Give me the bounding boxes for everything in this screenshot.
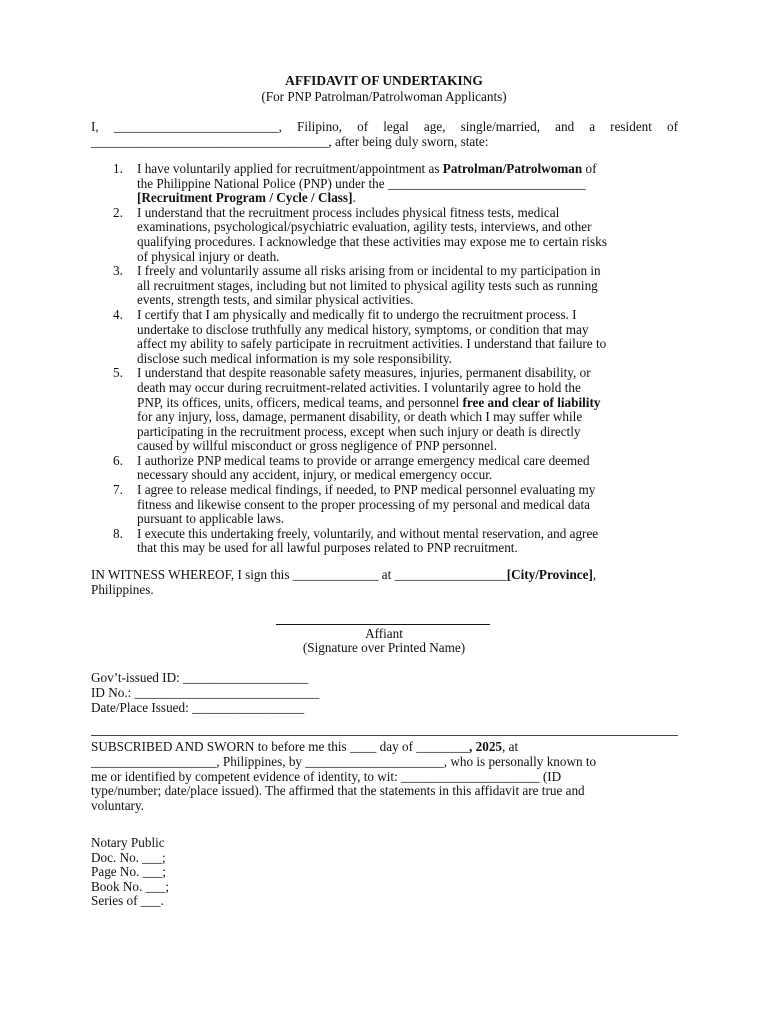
list-item-text-plain: events, strength tests, and similar physical activities.	[137, 292, 414, 308]
list-item-line	[137, 366, 681, 381]
list-item-line	[137, 162, 681, 177]
jurat-at: , at	[502, 739, 519, 754]
list-item-line	[137, 264, 681, 279]
list-item-line	[137, 323, 681, 338]
list-item-text-plain: qualifying procedures. I acknowledge that these activities may expose me to certain risks	[137, 233, 607, 249]
list-item-text-plain: I authorize PNP medical teams to provide or arrange emergency medical care deemed	[137, 452, 590, 468]
notary-doc-no: Doc. No. ___;	[91, 849, 166, 865]
list-item	[91, 308, 681, 366]
list-item-line	[137, 235, 681, 250]
list-item-number: 1.	[113, 161, 123, 176]
affiant-sub-label: (Signature over Printed Name)	[302, 640, 466, 655]
jurat-line-3: me or identified by competent evidence of identity, to wit: _____________________ (ID	[91, 768, 562, 784]
jurat-text: SUBSCRIBED AND SWORN to before me this ____ day of ________	[91, 739, 470, 754]
notary-public-label: Notary Public	[91, 835, 165, 850]
list-item	[91, 527, 681, 556]
list-item	[91, 162, 681, 206]
witness-comma: ,	[592, 567, 597, 582]
list-item-text-tail: .	[352, 190, 356, 206]
jurat-paragraph	[91, 740, 678, 814]
notary-series: Series of ___.	[91, 893, 164, 909]
list-item-number: 6.	[113, 452, 123, 468]
list-item-text-plain: I understand that the recruitment process includes physical fitness tests, medical	[137, 204, 560, 220]
list-item-line	[137, 206, 681, 221]
list-item-text-plain: I agree to release medical findings, if needed, to PNP medical personnel evaluating my	[137, 482, 596, 498]
witness-line-2: Philippines.	[91, 581, 154, 597]
list-item-line	[137, 541, 681, 556]
list-item-text-plain: caused by willful misconduct or gross negligence of PNP personnel.	[137, 438, 497, 454]
list-item-text-plain: examinations, psychological/psychiatric evaluation, agility tests, interviews, and other	[137, 219, 592, 235]
list-item-number: 8.	[113, 525, 123, 541]
list-item-line	[137, 425, 681, 440]
notary-page-no: Page No. ___;	[91, 864, 167, 880]
list-item-line	[137, 483, 681, 498]
notary-block	[91, 836, 391, 909]
list-item-text-bold: free and clear of liability	[462, 394, 601, 410]
id-line-gov-id: Gov’t-issued ID: ___________________	[91, 670, 309, 685]
intro-line-2: ____________________________________, after being duly sworn, state:	[91, 134, 489, 149]
list-item-text-plain: fitness and likewise consent to the proper processing of my personal and medical data	[137, 496, 591, 512]
list-item-number: 5.	[113, 365, 123, 381]
list-item-number: 3.	[113, 263, 123, 279]
list-item-line	[137, 468, 681, 483]
list-item	[91, 483, 681, 527]
id-line-id-no: ID No.: ____________________________	[91, 685, 320, 700]
list-item-line	[137, 498, 681, 513]
undertaking-list	[91, 162, 681, 556]
list-item-text-tail: of	[582, 161, 597, 176]
list-item-line	[137, 250, 681, 265]
section-divider	[91, 735, 678, 736]
list-item-text-plain: the Philippine National Police (PNP) under the ______________________________	[137, 175, 586, 191]
list-item-text-plain: for any injury, loss, damage, permanent disability, or death which I may suffer while	[137, 409, 583, 425]
list-item	[91, 206, 681, 264]
witness-clause	[91, 568, 681, 597]
list-item-text-plain: affect my ability to safely participate in recruitment activities. I understand that failure to	[137, 336, 607, 352]
list-item-line	[137, 512, 681, 527]
jurat-year: , 2025	[469, 739, 503, 754]
list-item-line	[137, 308, 681, 323]
jurat-line-1	[91, 740, 678, 755]
list-item-text-plain: necessary should any accident, injury, or medical emergency occur.	[137, 467, 493, 483]
jurat-line-4: type/number; date/place issued). The affirmed that the statements in this affidavit are true and	[91, 783, 585, 799]
list-item-number: 4.	[113, 306, 123, 322]
witness-city-province: [City/Province]	[506, 567, 593, 582]
list-item-text-plain: that this may be used for all lawful purposes related to PNP recruitment.	[137, 540, 518, 556]
list-item-line	[137, 191, 681, 206]
list-item-text-plain: I freely and voluntarily assume all risks arising from or incidental to my participation in	[137, 263, 601, 279]
list-item-line	[137, 439, 681, 454]
list-item-line	[137, 527, 681, 542]
list-item-line	[137, 220, 681, 235]
intro-paragraph	[91, 119, 678, 149]
list-item-line	[137, 410, 681, 425]
document-title: AFFIDAVIT OF UNDERTAKING	[285, 73, 483, 88]
witness-text: IN WITNESS WHEREOF, I sign this _____________ at _________________	[91, 567, 507, 582]
list-item-number: 2.	[113, 204, 123, 220]
affiant-label: Affiant	[365, 626, 403, 641]
list-item-line	[137, 381, 681, 396]
list-item-text-plain: participating in the recruitment process, except when such injury or death is directly	[137, 423, 581, 439]
list-item-text-plain: disclose such medical information is my sole responsibility.	[137, 350, 452, 366]
document-subtitle: (For PNP Patrolman/Patrolwoman Applicants)	[261, 89, 507, 104]
signature-line	[276, 624, 490, 625]
notary-book-no: Book No. ___;	[91, 878, 170, 894]
list-item	[91, 264, 681, 308]
list-item-line	[137, 279, 681, 294]
list-item-line	[137, 352, 681, 367]
list-item-text-bold: Patrolman/Patrolwoman	[442, 161, 583, 176]
id-line-date-place: Date/Place Issued: _________________	[91, 700, 305, 715]
list-item-text-plain: undertake to disclose truthfully any medical history, symptoms, or condition that may	[137, 321, 589, 337]
list-item	[91, 454, 681, 483]
list-item-line	[137, 293, 681, 308]
list-item-line	[137, 454, 681, 469]
list-item-text-plain: I understand that despite reasonable safety measures, injuries, permanent disability, or	[137, 365, 591, 381]
list-item-text-plain: of physical injury or death.	[137, 248, 280, 264]
list-item-text-plain: all recruitment stages, including but not limited to physical agility tests such as running	[137, 277, 598, 293]
list-item-number: 7.	[113, 482, 123, 498]
list-item-text-plain: I certify that I am physically and medically fit to undergo the recruitment process. I	[137, 306, 577, 322]
list-item-text-plain: I have voluntarily applied for recruitment/appointment as	[137, 161, 443, 176]
list-item-text-bold: [Recruitment Program / Cycle / Class]	[137, 190, 353, 206]
list-item-line	[137, 337, 681, 352]
list-item-text-plain: I execute this undertaking freely, voluntarily, and without mental reservation, and agree	[137, 525, 599, 541]
list-item	[91, 366, 681, 454]
list-item-line	[137, 396, 681, 411]
list-item-text-plain: PNP, its offices, units, officers, medical teams, and personnel	[137, 394, 463, 410]
witness-line-1	[91, 568, 681, 583]
jurat-line-2: ___________________, Philippines, by _____________________, who is personally known to	[91, 753, 597, 769]
list-item-text-plain: death may occur during recruitment-related activities. I voluntarily agree to hold the	[137, 379, 581, 395]
jurat-line-5: voluntary.	[91, 798, 144, 814]
id-details	[91, 670, 491, 715]
intro-line-1: I, _________________________, Filipino, of legal age, single/married, and a resident of	[91, 119, 678, 134]
list-item-text-plain: pursuant to applicable laws.	[137, 511, 285, 527]
list-item-line	[137, 177, 681, 192]
